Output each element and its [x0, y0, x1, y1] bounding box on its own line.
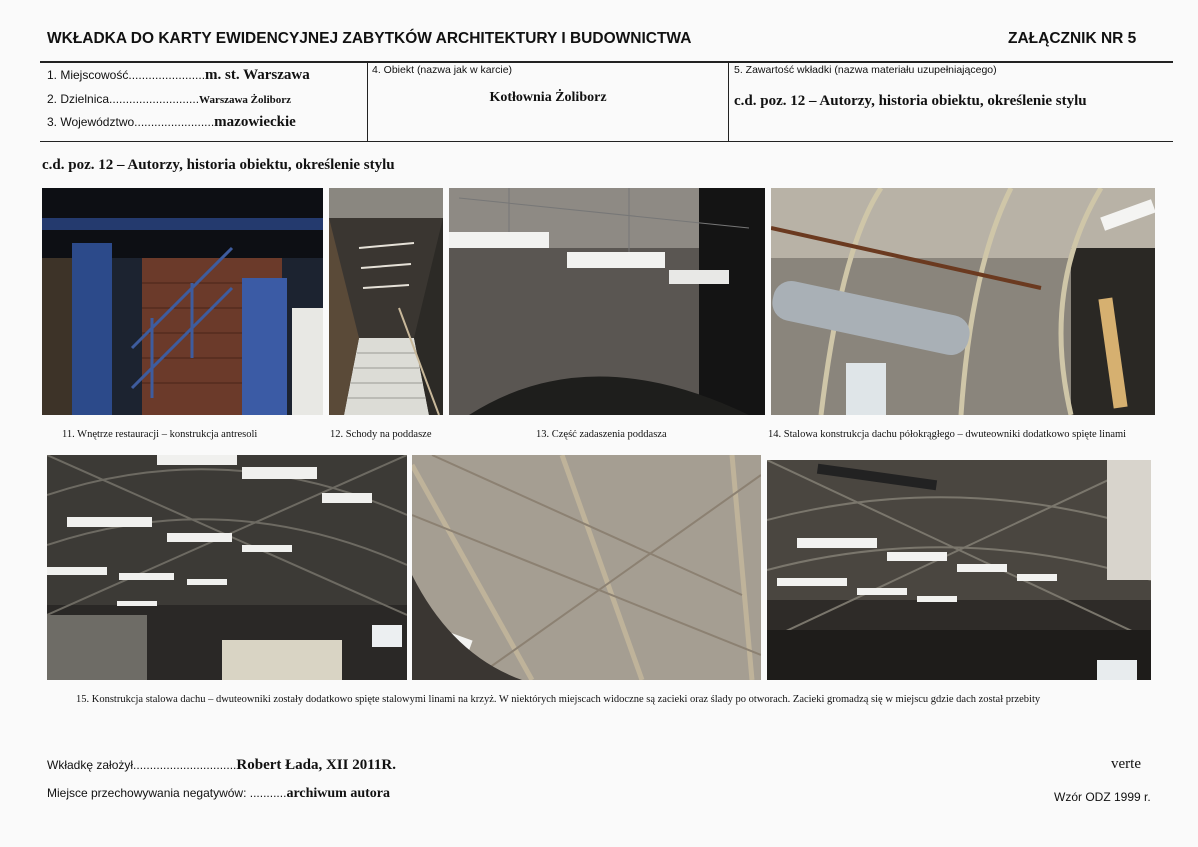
content-value: c.d. poz. 12 – Autorzy, historia obiektu, określenie stylu — [734, 93, 1087, 109]
photo-restaurant-mezzanine — [42, 188, 323, 415]
locality-field: 1. Miejscowość.......................m. st. Warszawa — [47, 67, 310, 83]
verte-note: verte — [1111, 756, 1141, 772]
photo-roof-structure-right — [767, 460, 1151, 680]
object-label: 4. Obiekt (nazwa jak w karcie) — [372, 64, 513, 76]
negatives-storage-field: Miejsce przechowywania negatywów: ...........archiwum autora — [47, 786, 391, 801]
photo-11-image — [42, 188, 323, 415]
table-bottom-border — [40, 141, 1173, 142]
voivodeship-field: 3. Województwo........................mazowieckie — [47, 114, 296, 130]
photo-15b-image — [412, 455, 761, 680]
content-label: 5. Zawartość wkładki (nazwa materiału uzupełniającego) — [734, 64, 997, 76]
photo-roof-structure-middle — [412, 455, 761, 680]
photo-stairs-to-attic — [329, 188, 443, 415]
photo-semicircular-roof — [771, 188, 1155, 415]
caption-photo-12: 12. Schody na poddasze — [330, 429, 432, 440]
photo-attic-roofing — [449, 188, 765, 415]
caption-photo-15: 15. Konstrukcja stalowa dachu – dwuteowniki zostały dodatkowo spięte stalowymi linami na krzyż. W niektórych miejscach widoczne są zacieki oraz ślady po otworach. Zacieki gromadzą się w miejscu gdzie dach został przebity — [76, 694, 1041, 705]
photo-12-image — [329, 188, 443, 415]
author-field: Wkładkę założył...............................Robert Łada, XII 2011R. — [47, 757, 396, 773]
section-heading: c.d. poz. 12 – Autorzy, historia obiektu, określenie stylu — [42, 157, 395, 173]
photo-15a-image — [47, 455, 407, 680]
photo-13-image — [449, 188, 765, 415]
photo-roof-structure-left — [47, 455, 407, 680]
form-template-id: Wzór ODZ 1999 r. — [1054, 790, 1151, 804]
caption-photo-14: 14. Stalowa konstrukcja dachu półokrągłego – dwuteowniki dodatkowo spięte linami — [768, 429, 1127, 440]
document-title: WKŁADKA DO KARTY EWIDENCYJNEJ ZABYTKÓW ARCHITEKTURY I BUDOWNICTWA — [47, 30, 692, 47]
caption-photo-13: 13. Część zadaszenia poddasza — [536, 429, 667, 440]
annex-number: ZAŁĄCZNIK NR 5 — [1008, 30, 1137, 47]
photo-15c-image — [767, 460, 1151, 680]
caption-photo-11: 11. Wnętrze restauracji – konstrukcja antresoli — [62, 429, 258, 440]
district-field: 2. Dzielnica...........................Warszawa Żoliborz — [47, 92, 292, 106]
table-top-border — [40, 61, 1173, 63]
table-divider-2 — [728, 62, 729, 142]
object-name: Kotłownia Żoliborz — [489, 90, 607, 105]
photo-14-image — [771, 188, 1155, 415]
